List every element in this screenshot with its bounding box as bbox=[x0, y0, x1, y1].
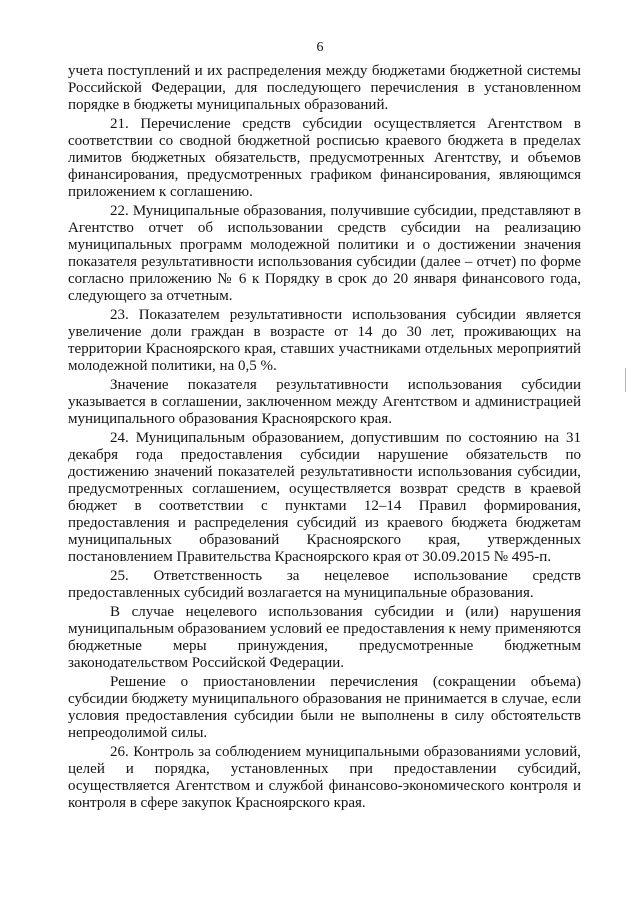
document-body bbox=[68, 63, 581, 812]
paragraph-21: 21. Перечисление средств субсидии осуществляется Агентством в соответствии со сводной бюджетной росписью краевого бюджета в пределах лимитов бюджетных обязательств, предусмотренных Агентству, и объемов финансирования, предусмотренных графиком финансирования, являющимся приложением к соглашению. bbox=[68, 116, 581, 200]
paragraph-22: 22. Муниципальные образования, получившие субсидии, представляют в Агентство отчет об использовании средств субсидии на реализацию муниципальных программ молодежной политики и о достижении значения показателя результативности использования субсидии (далее – отчет) по форме согласно приложению № 6 к Порядку в срок до 20 января финансового года, следующего за отчетным. bbox=[68, 203, 581, 304]
paragraph-indicator-value: Значение показателя результативности использования субсидии указывается в соглашении, заключенном между Агентством и администрацией муниципального образования Красноярского края. bbox=[68, 377, 581, 427]
scan-edge-mark bbox=[625, 368, 626, 392]
paragraph-continuation: учета поступлений и их распределения между бюджетами бюджетной системы Российской Федерации, для последующего перечисления в установленном порядке в бюджеты муниципальных образований. bbox=[68, 63, 581, 113]
paragraph-23: 23. Показателем результативности использования субсидии является увеличение доли граждан в возрасте от 14 до 30 лет, проживающих на территории Красноярского края, ставших участниками отдельных мероприятий молодежной политики, на 0,5 %. bbox=[68, 307, 581, 374]
paragraph-24: 24. Муниципальным образованием, допустившим по состоянию на 31 декабря года предоставления субсидии нарушение обязательств по достижению значений показателей результативности использования субсидии, предусмотренных соглашением, осуществляется возврат средств в краевой бюджет в соответствии с пунктами 12–14 Правил формирования, предоставления и распределения субсидий из краевого бюджета бюджетам муниципальных образований Красноярского края, утвержденных постановлением Правительства Красноярского края от 30.09.2015 № 495-п. bbox=[68, 430, 581, 565]
paragraph-misuse: В случае нецелевого использования субсидии и (или) нарушения муниципальным образованием условий ее предоставления к нему применяются бюджетные меры принуждения, предусмотренные бюджетным законодательством Российской Федерации. bbox=[68, 604, 581, 671]
page-number: 6 bbox=[316, 40, 324, 55]
paragraph-suspension: Решение о приостановлении перечисления (сокращении объема) субсидии бюджету муниципального образования не принимается в случае, если условия предоставления субсидии были не выполнены в силу обстоятельств непреодолимой силы. bbox=[68, 674, 581, 741]
paragraph-26: 26. Контроль за соблюдением муниципальными образованиями условий, целей и порядка, установленных при предоставлении субсидий, осуществляется Агентством и службой финансово-экономического контроля и контроля в сфере закупок Красноярского края. bbox=[68, 744, 581, 811]
paragraph-25: 25. Ответственность за нецелевое использование средств предоставленных субсидий возлагается на муниципальные образования. bbox=[68, 568, 581, 601]
